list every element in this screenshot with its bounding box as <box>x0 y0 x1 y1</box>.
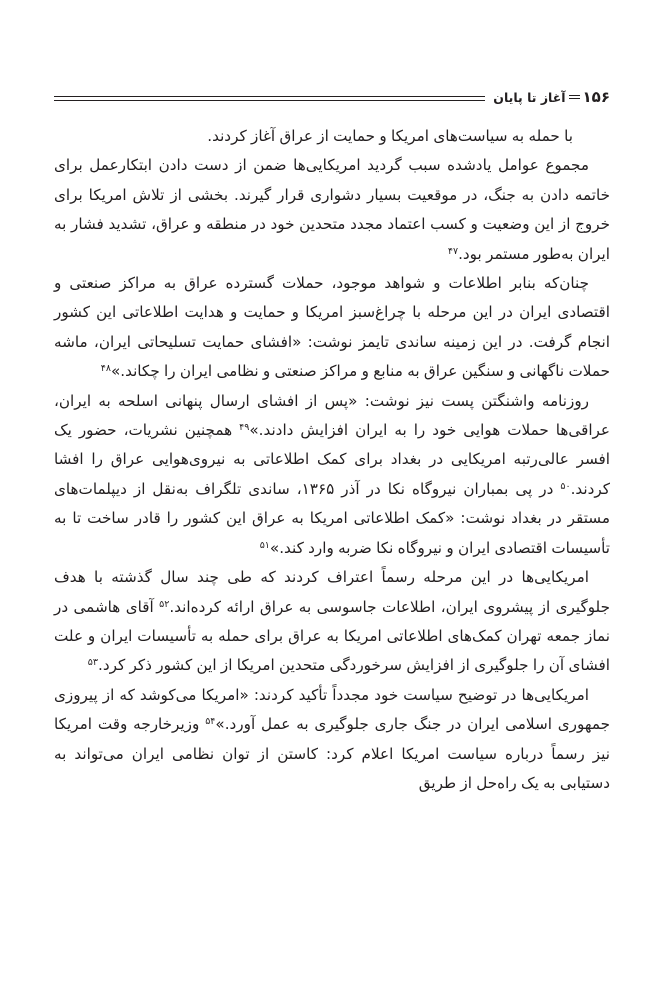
running-title: آغاز تا پایان <box>493 89 566 105</box>
paragraph <box>54 151 610 269</box>
page-number: ۱۵۶ <box>582 88 610 106</box>
paragraph-text: روزنامه واشنگتن پست نیز نوشت: «پس از افشای ارسال پنهانی اسلحه به ایران، عراقی‌ها حملات هوایی خود را به ایران افزایش دادند.» <box>54 391 610 440</box>
paragraph-text: در پی بمباران نیروگاه نکا در آذر ۱۳۶۵، ساندی تلگراف به‌نقل از دیپلمات‌های مستقر در بغداد نوشت: «کمک اطلاعاتی امریکا به عراق این کشور را قادر ساخت تا به تأسیسات اقتصادی ایران و نیروگاه نکا ضربه وارد کند.» <box>54 479 610 557</box>
paragraph-text: مجموع عوامل یادشده سبب گردید امریکایی‌ها ضمن از دست دادن ابتکارعمل برای خاتمه دادن به جنگ، در موقعیت بسیار دشواری قرار گیرند. بخشی از تلاش امریکا برای خروج از این وضعیت و کسب اعتماد مجدد متحدین خود در منطقه و عراق، تشدید فشار به ایران به‌طور مستمر بود. <box>54 156 610 263</box>
footnote-marker: ۵۲ <box>159 598 170 610</box>
footnote-marker: ۴۸ <box>100 363 111 375</box>
paragraph-text: چنان‌که بنابر اطلاعات و شواهد موجود، حملات گسترده عراق به مراکز صنعتی و اقتصادی ایران در این مرحله با چراغ‌سبز امریکا و حمایت و هدایت اطلاعاتی این کشور انجام گرفت. در این زمینه ساندی تایمز نوشت: «افشای حمایت تسلیحاتی ایران، ماشه حملات ناگهانی و سنگین عراق به منابع و مراکز صنعتی و نظامی ایران را چکاند.» <box>54 274 610 381</box>
footnote-marker: ۵۰ <box>560 480 571 492</box>
header-rule <box>54 96 485 101</box>
paragraph-text: با حمله به سیاست‌های امریکا و حمایت از عراق آغاز کردند. <box>207 127 573 145</box>
paragraph <box>54 269 610 387</box>
running-header <box>54 86 610 108</box>
header-dash <box>569 95 580 99</box>
paragraph <box>54 387 610 563</box>
footnote-marker: ۵۱ <box>259 539 270 551</box>
paragraph <box>54 681 610 799</box>
footnote-marker: ۴۹ <box>239 422 250 434</box>
footnote-marker: ۵۴ <box>205 716 216 728</box>
footnote-marker: ۵۳ <box>87 657 99 669</box>
paragraph-text: همچنین نشریات، حضور یک افسر عالی‌رتبه امریکایی در بغداد برای کمک اطلاعاتی به نیروی‌هوایی عراق را افشا کردند. <box>54 421 610 498</box>
paragraph <box>54 122 610 151</box>
paragraph-text: آقای هاشمی در نماز جمعه تهران کمک‌های اطلاعاتی امریکا به عراق برای حمله به تأسیسات ایران و علت افشای آن را جلوگیری از افزایش سرخوردگی متحدین امریکا از این کشور ذکر کرد. <box>54 597 610 675</box>
paragraph <box>54 563 610 681</box>
footnote-marker: ۴۷ <box>447 245 459 257</box>
paragraph-text: امریکایی‌ها در توضیح سیاست خود مجدداً تأکید کردند: «امریکا می‌کوشد که از پیروزی جمهوری اسلامی ایران در جنگ جاری جلوگیری به عمل آورد.» <box>54 685 610 734</box>
book-page <box>54 86 610 966</box>
paragraph-text: امریکایی‌ها در این مرحله رسماً اعتراف کردند که طی چند سال گذشته با هدف جلوگیری از پیشروی ایران، اطلاعات جاسوسی به عراق ارائه کرده‌اند. <box>54 568 610 616</box>
body-text <box>54 122 610 798</box>
paragraph-text: وزیرخارجه وقت امریکا نیز رسماً درباره سیاست امریکا اعلام کرد: کاستن از توان نظامی ایران می‌تواند به دستیابی به یک راه‌حل از طریق <box>54 715 610 792</box>
